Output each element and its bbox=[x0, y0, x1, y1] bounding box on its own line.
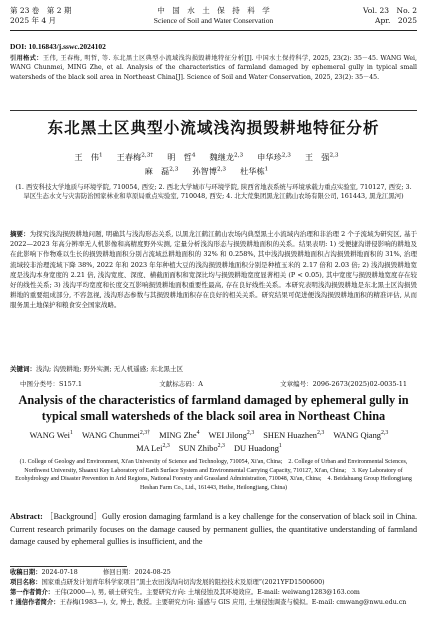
footnote-text: 2024-07-18 修回日期：2024-08-25 bbox=[41, 569, 171, 576]
author-affiliation-mark: 2,3 bbox=[329, 152, 339, 159]
english-authors bbox=[14, 429, 413, 455]
author-name: SUN Zhibo bbox=[178, 444, 218, 453]
author-affiliation-mark: 2,3 bbox=[162, 443, 170, 450]
author-affiliation-mark: 4 bbox=[196, 430, 200, 437]
author-name: 麻 磊 bbox=[144, 166, 170, 176]
footnote-divider bbox=[10, 566, 127, 567]
document-code: 文献标志码：A bbox=[159, 380, 203, 388]
header-journal-name: 中 国 水 土 保 持 科 学 Science of Soil and Water Conservation bbox=[153, 6, 274, 25]
author-affiliation-mark: 4 bbox=[191, 152, 196, 159]
footnote-text: 王伟(2000—), 男, 硕士研究生。主要研究方向: 土壤侵蚀及其环境效应。E-mail: weiwang1283@163.com bbox=[54, 589, 360, 596]
author-name: DU Huadong bbox=[233, 444, 279, 453]
footnote-label: 项目名称： bbox=[10, 579, 42, 586]
english-authors-line1 bbox=[14, 429, 413, 442]
chinese-abstract: 摘要：为探究浅沟损毁耕地问题, 明确其与浅沟形态关系, 以黑龙江鹤江鹤山农场内典型黑土小流域内治理和非治理 2 个子流域为研究区, 基于 2022—2023 年高分辨率无人机影像和高精度野外实测, 定量分析浅沟形态与损毁耕地面积的关系。结果表明: 1) 受便捷沟谱侵影响的耕地及在此影响下作物难以生长的损毁耕地面积分别占流域总耕地面积的 32% 和 0.258%, 其中浅沟损毁耕地面积占沟损毁耕地面积的 31%, 治理流域较非治理流域下降 38%, 2022 年和 2023 年年种植大豆的浅沟损毁耕地面积分别是种植玉米的 2.17 倍和 2.03 倍; 2) 浅沟损毁耕地宽度是浅沟本身宽度的 2.21 倍, 浅沟宽度、深度、横截面面积和宽深比均与损毁耕地宽度显著相关 (P < 0.05), 其中宽度与损毁耕地宽度存在较好的线性关系; 3) 浅沟平均宽度和长度交互影响损毁耕地面积重要性最高, 存在良好线性关系。本研究表明浅沟损毁耕地是东北黑土区沟损毁耕地的重要组成部分, 不容忽视, 浅沟形态参数与其损毁耕地面积存在良好的相关关系。研究结果可促进便浅沟损毁耕地面积的精准评估, 从而服务黑土地保护和粮食安全国家战略。 bbox=[10, 230, 417, 310]
footnote-text: 国家重点研发计划青年科学家项目“黑土农田浅沟向切沟发展的阻控技术及原理”(2021YFD1500600) bbox=[41, 579, 325, 586]
author-affiliation-mark: 2,3 bbox=[217, 443, 225, 450]
author-name: 孙智博 bbox=[192, 166, 217, 176]
citation-format: 引用格式：王伟, 王春梅, 明哲, 等. 东北黑土区典型小流域浅沟损毁耕地特征分析[J]. 中国水土保持科学, 2025, 23(2): 35－45. WANG Wei, WANG Chunmei, MING Zhe, et al. Analysis of the characteristics of farmland damaged by ephemeral gully in typical small watersheds of the black soil area in Northeast China[J]. Science of Soil and Water Conservation, 2025, 23(2): 35－45. bbox=[10, 55, 418, 81]
article-number: 文章编号：2096-2673(2025)02-0035-11 bbox=[280, 380, 407, 388]
author-name: 王 强 bbox=[304, 152, 330, 162]
author-name: SHEN Huazhen bbox=[263, 431, 317, 440]
header-volume-en: Vol. 23 No. 2 Apr. 2025 bbox=[363, 6, 417, 25]
english-abstract: Abstract: ［Background］Gully erosion damaging farmland is a key challenge for the conservation of black soil in China. Current research primarily focuses on the damage caused by permanent gullies, the quantitative understanding of farmland damage caused by ephemeral gullies is insufficient, and the bbox=[10, 512, 417, 547]
author-affiliation-mark: 2,3 bbox=[316, 430, 325, 437]
footnote-label: † 通信作者简介： bbox=[10, 599, 60, 606]
author-affiliation-mark: 2,3 bbox=[234, 152, 244, 159]
author-affiliation-mark: 2,3 bbox=[246, 430, 255, 437]
author-name: WANG Chunmei bbox=[81, 431, 140, 440]
chinese-title: 东北黑土区典型小流域浅沟损毁耕地特征分析 bbox=[47, 119, 380, 137]
chinese-authors-line2 bbox=[20, 165, 407, 177]
author-affiliation-mark: 1 bbox=[70, 430, 73, 437]
author-name: MING Zhe bbox=[159, 431, 197, 440]
author-affiliation-mark: 2,3 bbox=[169, 166, 179, 173]
footnote-row bbox=[10, 598, 417, 608]
author-affiliation-mark: 1 bbox=[278, 443, 282, 450]
author-name: 王春梅 bbox=[116, 152, 142, 162]
doi[interactable]: DOI: 10.16843/j.sswc.2024102 bbox=[10, 42, 106, 51]
footnote-label: 收稿日期： bbox=[10, 569, 42, 576]
author-name: WEI Jilong bbox=[208, 431, 247, 440]
chinese-authors-line1 bbox=[20, 151, 407, 163]
author-name: WANG Qiang bbox=[333, 431, 381, 440]
footnote-text: 王春梅(1983—), 女, 博士, 教授。主要研究方向: 遥感与 GIS 应用, 土壤侵蚀调查与模拟。E-mail: cmwang@nwu.edu.cn bbox=[59, 599, 407, 606]
author-affiliation-mark: 2,3† bbox=[141, 152, 154, 159]
english-affiliations: (1. College of Geology and Environment, Xi'an University of Science and Technology, 710054, Xi'an, China; 2. College of Urban and Environmental Sciences, Northwest University, Shaanxi Key Laboratory of Earth Surface System and Environmental Carrying Capacity, 710127, Xi'an, China; 3. Key Laboratory of Ecohydrology and Disaster Prevention in Arid Regions, National Forestry and Grassland Administration, 710048, Xi'an, China; 4. Beidahuang Group Heilongjiang Heshan Farm Co., Ltd., 161443, Heihe, Heilongjiang, China) bbox=[15, 459, 412, 491]
author-name: 申华珍 bbox=[257, 152, 282, 162]
author-affiliation-mark: 1 bbox=[99, 152, 103, 159]
author-affiliation-mark: 2,3 bbox=[381, 430, 389, 437]
footnote-label: 第一作者简介： bbox=[10, 589, 55, 596]
author-name: 王 伟 bbox=[74, 152, 99, 162]
header-volume: 第 23 卷 第 2 期 2025 年 4 月 bbox=[10, 6, 72, 25]
english-authors-line2 bbox=[14, 442, 413, 455]
clc-number: 中图分类号：S157.1 bbox=[20, 380, 83, 388]
footnote-row bbox=[10, 568, 417, 578]
footnote-row bbox=[10, 588, 417, 598]
english-title: Analysis of the characteristics of farmland damaged by ephemeral gully in typical small watersheds of the black soil area in Northeast China bbox=[18, 393, 409, 423]
running-header bbox=[10, 6, 417, 31]
divider bbox=[10, 110, 417, 111]
author-affiliation-mark: 2,3 bbox=[281, 152, 291, 159]
chinese-affiliations: (1. 西安科技大学地质与环境学院, 710054, 西安; 2. 西北大学城市与环境学院, 陕西省地表系统与环境承载力重点实验室, 710127, 西安; 3. 旱区生态水文与灾害防治国家林业和草原局重点实验室, 710048, 西安; 4. 北大荒集团黑龙江鹤山农场有限公司, 161443, 黑龙江黑河) bbox=[15, 183, 412, 201]
chinese-keywords: 关键词：浅沟; 沟毁耕地; 野外实测; 无人机遥感; 东北黑土区 bbox=[10, 365, 184, 373]
author-affiliation-mark: 1 bbox=[264, 166, 269, 173]
author-affiliation-mark: 2,3 bbox=[216, 166, 227, 173]
author-name: MA Lei bbox=[136, 444, 163, 453]
author-name: 魏继龙 bbox=[209, 152, 235, 162]
classification-meta bbox=[20, 379, 407, 388]
author-name: 杜华栋 bbox=[240, 166, 265, 176]
footnotes bbox=[10, 568, 417, 608]
footnote-row bbox=[10, 578, 417, 588]
author-affiliation-mark: 2,3† bbox=[139, 430, 151, 437]
author-name: WANG Wei bbox=[29, 431, 71, 440]
author-name: 明 哲 bbox=[167, 152, 192, 162]
